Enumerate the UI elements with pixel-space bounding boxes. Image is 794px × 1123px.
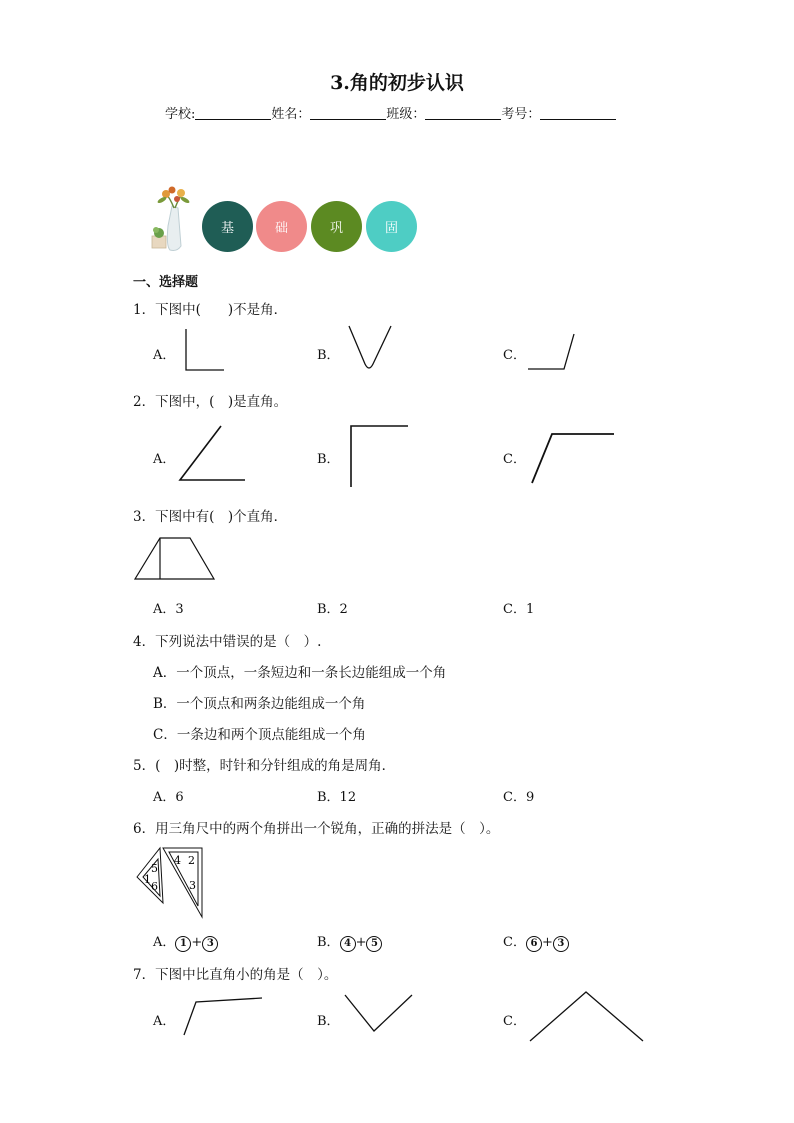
section-heading: 一、选择题 bbox=[133, 275, 199, 290]
q6-figure-label: 1 bbox=[144, 873, 151, 886]
q6-figure-label: 5 bbox=[151, 862, 158, 875]
circled-number: 5 bbox=[366, 936, 382, 952]
q3-option-a[interactable]: A．3 bbox=[153, 602, 184, 617]
q7-option-a[interactable]: A． bbox=[153, 1014, 176, 1029]
q6-figure-label: 3 bbox=[189, 879, 196, 892]
q2-option-a[interactable]: A． bbox=[153, 452, 176, 467]
q6-figure-label: 6 bbox=[151, 880, 158, 893]
question-4: 4．下列说法中错误的是（ ）. bbox=[133, 634, 322, 650]
q7-figure-c bbox=[528, 990, 646, 1044]
school-label: 学校: bbox=[165, 107, 196, 122]
q1-figure-a bbox=[184, 327, 228, 373]
question-6: 6．用三角尺中的两个角拼出一个锐角，正确的拼法是（ ）。 bbox=[133, 821, 500, 837]
q3-option-b[interactable]: B．2 bbox=[317, 602, 348, 617]
school-blank[interactable] bbox=[195, 107, 271, 120]
q5-option-a[interactable]: A．6 bbox=[153, 790, 184, 805]
circled-number: 4 bbox=[340, 936, 356, 952]
q2-figure-a bbox=[177, 424, 249, 484]
q1-option-b[interactable]: B． bbox=[317, 348, 340, 363]
q1-option-c[interactable]: C． bbox=[503, 348, 526, 363]
q7-figure-b bbox=[343, 993, 415, 1035]
name-label: 姓名： bbox=[271, 107, 311, 122]
page-title: 3.角的初步认识 bbox=[330, 72, 464, 94]
q2-option-b[interactable]: B． bbox=[317, 452, 340, 467]
question-5: 5．( )时整，时针和分针组成的角是周角． bbox=[133, 758, 396, 774]
student-info-row bbox=[165, 103, 616, 122]
q2-figure-c bbox=[530, 430, 618, 486]
name-blank[interactable] bbox=[310, 107, 386, 120]
q2-figure-b bbox=[348, 423, 412, 489]
badge-ji: 基 bbox=[202, 201, 253, 252]
circled-number: 6 bbox=[526, 936, 542, 952]
exam-no-label: 考号： bbox=[501, 107, 541, 122]
q6-option-c[interactable]: C． 6 + 3 bbox=[503, 931, 569, 952]
circled-number: 1 bbox=[175, 936, 191, 952]
q6-option-b[interactable]: B． 4 + 5 bbox=[317, 931, 382, 952]
question-3: 3．下图中有( )个直角． bbox=[133, 509, 288, 525]
class-blank[interactable] bbox=[425, 107, 501, 120]
q6-triangle-rulers-figure bbox=[134, 846, 206, 920]
q1-figure-b bbox=[346, 324, 396, 374]
q3-trapezoid-figure bbox=[133, 536, 217, 582]
q4-option-c[interactable]: C．一条边和两个顶点能组成一个角 bbox=[153, 727, 366, 743]
q5-option-c[interactable]: C．9 bbox=[503, 790, 535, 805]
q1-option-a[interactable]: A． bbox=[153, 348, 176, 363]
q5-option-b[interactable]: B．12 bbox=[317, 790, 357, 805]
q7-figure-a bbox=[182, 996, 264, 1038]
q6-option-a[interactable]: A． 1 + 3 bbox=[153, 931, 218, 952]
q6-figure-label: 4 bbox=[174, 854, 181, 867]
question-1: 1．下图中( )不是角． bbox=[133, 302, 288, 318]
q1-figure-c bbox=[526, 331, 578, 373]
badge-chu: 础 bbox=[256, 201, 307, 252]
q4-option-b[interactable]: B．一个顶点和两条边能组成一个角 bbox=[153, 696, 366, 712]
q4-option-a[interactable]: A．一个顶点，一条短边和一条长边能组成一个角 bbox=[153, 665, 447, 681]
q7-option-b[interactable]: B． bbox=[317, 1014, 340, 1029]
class-label: 班级： bbox=[386, 107, 426, 122]
question-7: 7．下图中比直角小的角是（ ）。 bbox=[133, 967, 338, 983]
badge-gong: 巩 bbox=[311, 201, 362, 252]
circled-number: 3 bbox=[553, 936, 569, 952]
q2-option-c[interactable]: C． bbox=[503, 452, 526, 467]
circled-number: 3 bbox=[202, 936, 218, 952]
q6-figure-label: 2 bbox=[188, 854, 195, 867]
plant-vase-icon bbox=[148, 186, 198, 254]
question-2: 2．下图中，( )是直角。 bbox=[133, 394, 288, 410]
badge-gu: 固 bbox=[366, 201, 417, 252]
q3-option-c[interactable]: C．1 bbox=[503, 602, 535, 617]
exam-no-blank[interactable] bbox=[540, 107, 616, 120]
q7-option-c[interactable]: C． bbox=[503, 1014, 526, 1029]
